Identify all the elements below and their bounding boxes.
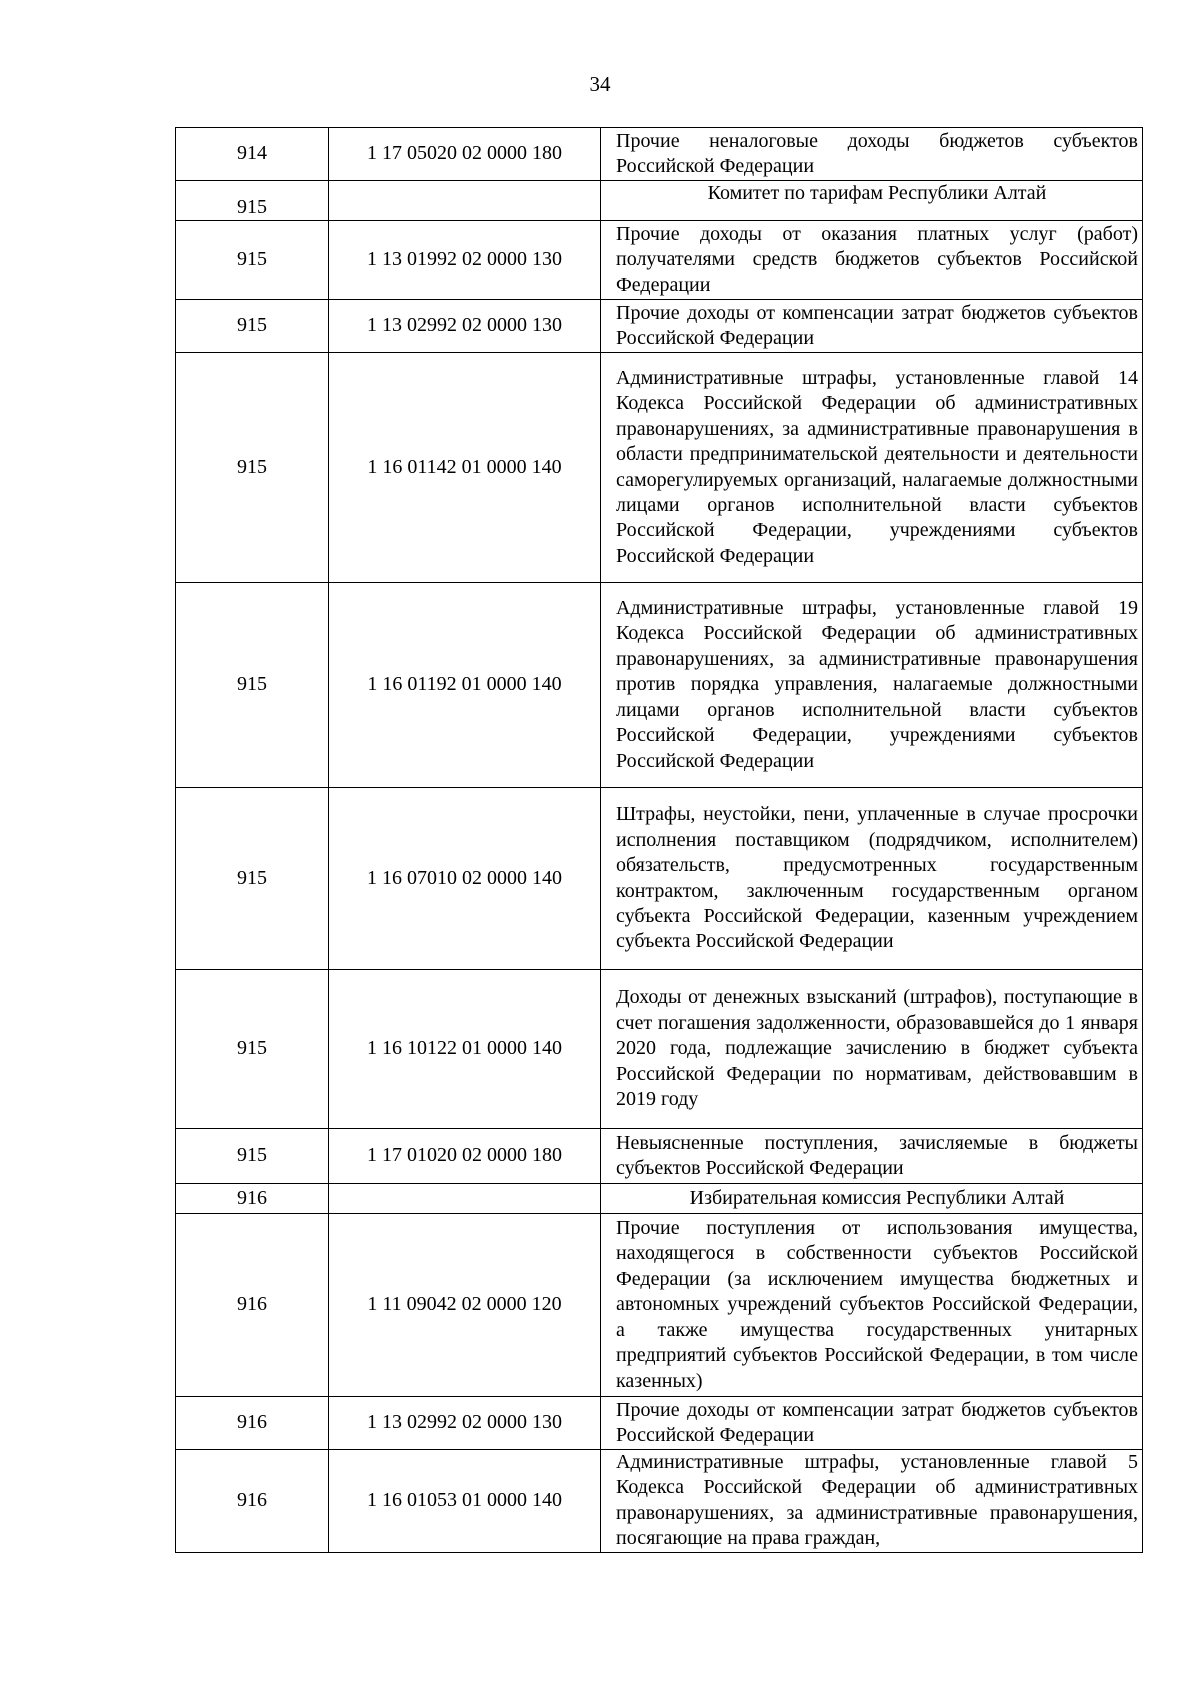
- description-cell: Прочие поступления от использования имущества, находящегося в собственности субъектов Российской Федерации (за исключением имущества бюджетных и автономных учреждений субъектов Российской Федерации, а также имущества государственных унитарных предприятий субъектов Российской Федерации, в том числе казенных): [601, 1214, 1143, 1397]
- description-cell: Прочие доходы от компенсации затрат бюджетов субъектов Российской Федерации: [601, 1397, 1143, 1450]
- budget-code-cell: 1 16 01192 01 0000 140: [329, 583, 601, 788]
- description-cell: Прочие доходы от компенсации затрат бюджетов субъектов Российской Федерации: [601, 300, 1143, 353]
- table-row: [176, 788, 1143, 970]
- budget-code-cell: 1 13 02992 02 0000 130: [329, 1397, 601, 1450]
- table-row: [176, 583, 1143, 788]
- description-cell: Административные штрафы, установленные главой 19 Кодекса Российской Федерации об административных правонарушениях, за административные правонарушения против порядка управления, налагаемые должностными лицами органов исполнительной власти субъектов Российской Федерации, учреждениями субъектов Российской Федерации: [601, 583, 1143, 788]
- admin-code-cell: 915: [176, 1129, 329, 1184]
- admin-code-cell: 915: [176, 583, 329, 788]
- budget-code-cell: 1 16 01142 01 0000 140: [329, 353, 601, 583]
- section-heading-cell: Избирательная комиссия Республики Алтай: [601, 1184, 1143, 1214]
- admin-code-cell: 915: [176, 970, 329, 1129]
- table-row: [176, 970, 1143, 1129]
- description-cell: Административные штрафы, установленные главой 5 Кодекса Российской Федерации об административных правонарушениях, за административные правонарушения, посягающие на права граждан,: [601, 1450, 1143, 1553]
- budget-code-cell: 1 16 07010 02 0000 140: [329, 788, 601, 970]
- table-row: [176, 1214, 1143, 1397]
- budget-code-cell: 1 16 10122 01 0000 140: [329, 970, 601, 1129]
- description-cell: Штрафы, неустойки, пени, уплаченные в случае просрочки исполнения поставщиком (подрядчиком, исполнителем) обязательств, предусмотренных государственным контрактом, заключенным государственным органом субъекта Российской Федерации, казенным учреждением субъекта Российской Федерации: [601, 788, 1143, 970]
- table-row: [176, 221, 1143, 300]
- table-row: [176, 1397, 1143, 1450]
- budget-code-cell: 1 13 01992 02 0000 130: [329, 221, 601, 300]
- table-row: [176, 128, 1143, 181]
- budget-code-cell: 1 13 02992 02 0000 130: [329, 300, 601, 353]
- admin-code-cell: 915: [176, 353, 329, 583]
- budget-code-cell: [329, 181, 601, 221]
- revenue-codes-table: [175, 127, 1143, 1553]
- table-row-heading: [176, 181, 1143, 221]
- budget-code-cell: 1 16 01053 01 0000 140: [329, 1450, 601, 1553]
- table-row: [176, 1450, 1143, 1553]
- budget-code-cell: 1 17 01020 02 0000 180: [329, 1129, 601, 1184]
- description-cell: Административные штрафы, установленные главой 14 Кодекса Российской Федерации об административных правонарушениях, за административные правонарушения в области предпринимательской деятельности и деятельности саморегулируемых организаций, налагаемые должностными лицами органов исполнительной власти субъектов Российской Федерации, учреждениями субъектов Российской Федерации: [601, 353, 1143, 583]
- admin-code-cell: 915: [176, 181, 329, 221]
- admin-code-cell: 915: [176, 300, 329, 353]
- table-row: [176, 1129, 1143, 1184]
- admin-code-cell: 915: [176, 788, 329, 970]
- admin-code-cell: 916: [176, 1397, 329, 1450]
- admin-code-cell: 914: [176, 128, 329, 181]
- section-heading-cell: Комитет по тарифам Республики Алтай: [601, 181, 1143, 221]
- table-row-heading: [176, 1184, 1143, 1214]
- description-cell: Прочие доходы от оказания платных услуг (работ) получателями средств бюджетов субъектов Российской Федерации: [601, 221, 1143, 300]
- description-cell: Невыясненные поступления, зачисляемые в бюджеты субъектов Российской Федерации: [601, 1129, 1143, 1184]
- admin-code-cell: 916: [176, 1450, 329, 1553]
- admin-code-cell: 916: [176, 1214, 329, 1397]
- page-number: 34: [589, 72, 611, 96]
- table-row: [176, 300, 1143, 353]
- budget-code-cell: [329, 1184, 601, 1214]
- table-row: [176, 353, 1143, 583]
- admin-code-cell: 915: [176, 221, 329, 300]
- description-cell: Доходы от денежных взысканий (штрафов), поступающие в счет погашения задолженности, образовавшейся до 1 января 2020 года, подлежащие зачислению в бюджет субъекта Российской Федерации по нормативам, действовавшим в 2019 году: [601, 970, 1143, 1129]
- admin-code-cell: 916: [176, 1184, 329, 1214]
- description-cell: Прочие неналоговые доходы бюджетов субъектов Российской Федерации: [601, 128, 1143, 181]
- budget-code-cell: 1 11 09042 02 0000 120: [329, 1214, 601, 1397]
- budget-code-cell: 1 17 05020 02 0000 180: [329, 128, 601, 181]
